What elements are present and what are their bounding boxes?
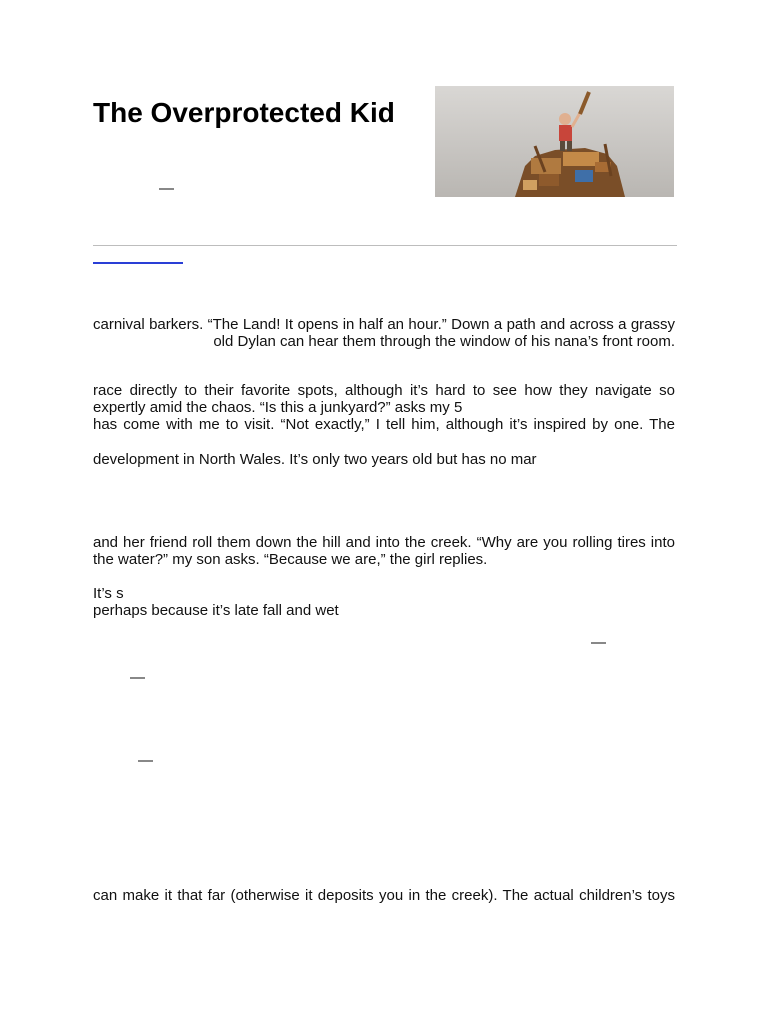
paragraph-line: old Dylan can hear them through the window of his nana’s front room.	[213, 333, 675, 350]
paragraph-line: carnival barkers. “The Land! It opens in half an hour.” Down a path and across a grassy	[93, 316, 675, 333]
photo-icon	[435, 86, 674, 197]
paragraph-line: perhaps because it’s late fall and wet	[93, 602, 339, 619]
paragraph-line: race directly to their favorite spots, although it’s hard to see how they navigate so	[93, 382, 675, 399]
paragraph-line: has come with me to visit. “Not exactly,” I tell him, although it’s inspired by one. The	[93, 416, 675, 433]
em-dash: —	[130, 669, 145, 686]
paragraph-line: the water?” my son asks. “Because we are,” the girl replies.	[93, 551, 488, 568]
paragraph-line: can make it that far (otherwise it deposits you in the creek). The actual children’s toys	[93, 887, 675, 904]
em-dash: —	[591, 634, 606, 651]
paragraph-line: expertly amid the chaos. “Is this a junkyard?” asks my 5	[93, 399, 463, 416]
page-title: The Overprotected Kid	[93, 97, 395, 128]
header-photo	[435, 86, 674, 197]
em-dash: —	[159, 180, 174, 197]
paragraph-line: and her friend roll them down the hill and into the creek. “Why are you rolling tires into	[93, 534, 675, 551]
paragraph-line: development in North Wales. It’s only two years old but has no mar	[93, 451, 537, 468]
em-dash: —	[138, 752, 153, 769]
link-underline[interactable]	[93, 262, 183, 264]
divider	[93, 245, 677, 246]
paragraph-line: It’s s	[93, 585, 124, 602]
